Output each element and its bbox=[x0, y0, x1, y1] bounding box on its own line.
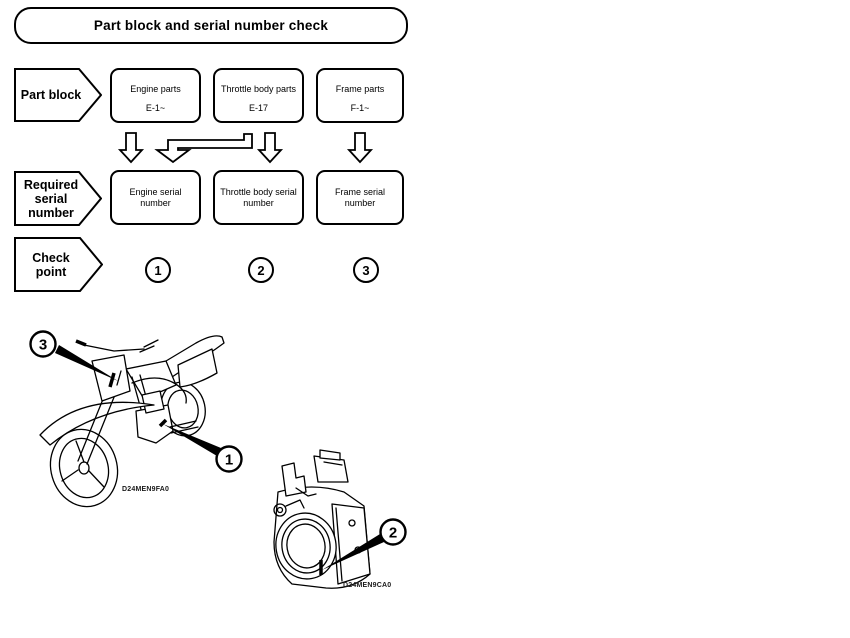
box-engine-serial bbox=[110, 170, 201, 225]
box-frame-serial bbox=[316, 170, 404, 225]
box-ref: E-17 bbox=[248, 102, 268, 113]
box-throttle-body-parts bbox=[213, 68, 304, 123]
box-name: Frame serial number bbox=[334, 186, 385, 208]
bent-arrow-icon bbox=[157, 134, 252, 162]
down-arrow-icon bbox=[349, 133, 371, 162]
motorcycle-illustration bbox=[28, 325, 263, 510]
down-arrow-icon bbox=[259, 133, 281, 162]
check-point-1: 1 bbox=[145, 257, 171, 283]
row-label-text: Part block bbox=[20, 88, 82, 102]
figure-code-throttle-body: D24MEN9CA0 bbox=[343, 582, 392, 589]
page-title: Part block and serial number check bbox=[93, 18, 329, 33]
check-point-2: 2 bbox=[248, 257, 274, 283]
figure-code-motorcycle: D24MEN9FA0 bbox=[122, 486, 170, 493]
down-arrow-icon bbox=[120, 133, 142, 162]
box-frame-parts bbox=[316, 68, 404, 123]
box-name: Throttle body serial number bbox=[220, 186, 297, 208]
box-name: Frame parts bbox=[335, 84, 385, 95]
check-point-3: 3 bbox=[353, 257, 379, 283]
box-ref: F-1~ bbox=[350, 102, 370, 113]
box-name: Throttle body parts bbox=[220, 84, 297, 95]
callout-number-3: 3 bbox=[38, 336, 48, 354]
box-throttle-serial bbox=[213, 170, 304, 225]
row-label-check-point bbox=[14, 237, 103, 292]
title-banner bbox=[14, 7, 408, 44]
callout-number-2: 2 bbox=[388, 524, 398, 542]
row-label-text: Required serial number bbox=[23, 177, 79, 220]
row-label-part-block bbox=[14, 68, 102, 122]
callout-number-1: 1 bbox=[224, 451, 234, 469]
throttle-body-illustration bbox=[252, 448, 420, 600]
box-name: Engine parts bbox=[130, 84, 181, 95]
row-label-text: Check point bbox=[32, 250, 70, 279]
box-engine-parts bbox=[110, 68, 201, 123]
box-ref: E-1~ bbox=[145, 102, 166, 113]
row-label-required-serial bbox=[14, 171, 102, 226]
flow-arrows bbox=[100, 128, 420, 168]
box-name: Engine serial number bbox=[129, 186, 182, 208]
